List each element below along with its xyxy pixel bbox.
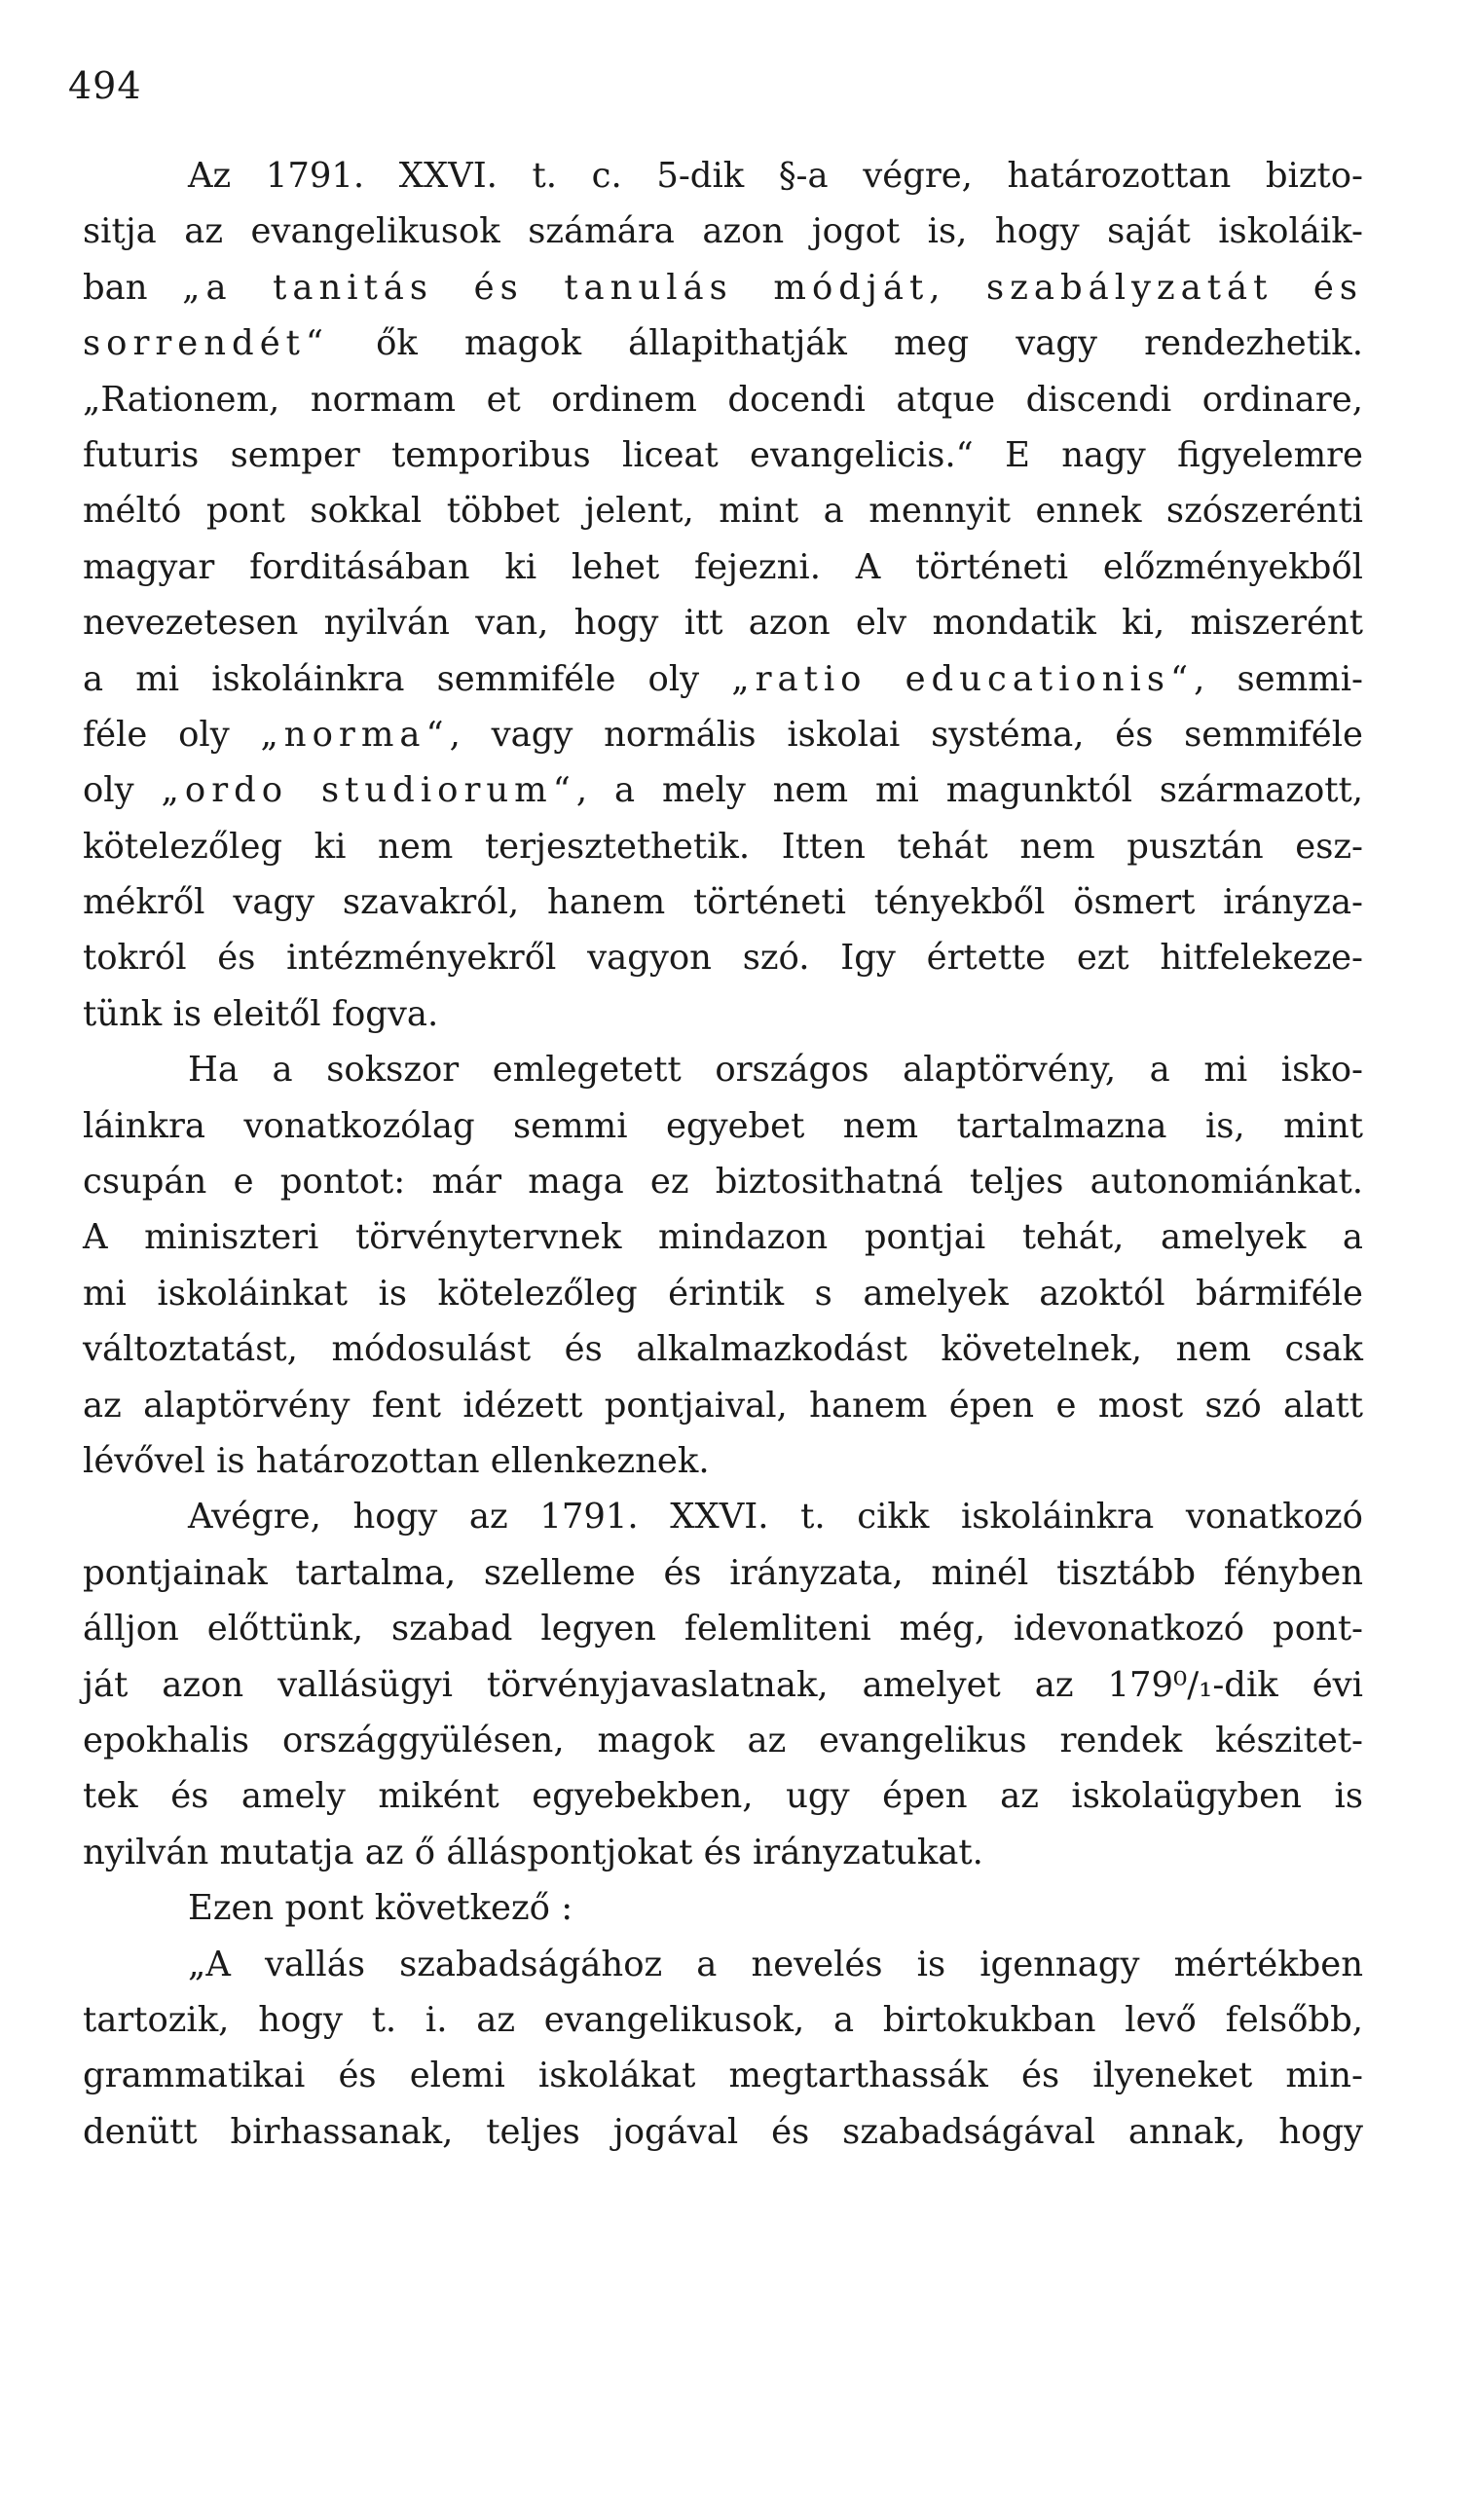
text-line: lévővel is határozottan ellenkeznek. <box>83 1440 710 1481</box>
page-number: 494 <box>68 64 142 107</box>
text-line: Az 1791. XXVI. t. c. 5-dik §-a végre, határozottan bizto- <box>188 156 1363 196</box>
text-line: tartozik, hogy t. i. az evangelikusok, a birtokukban levő felsőbb, <box>83 1999 1363 2040</box>
text-line: kötelezőleg ki nem terjesztethetik. Itten tehát nem pusztán esz- <box>83 826 1363 867</box>
text-line: „A vallás szabadságához a nevelés is igennagy mértékben <box>188 1944 1363 1984</box>
text-line: ját azon vallásügyi törvényjavaslatnak, amelyet az 179⁰/₁-dik évi <box>83 1664 1363 1705</box>
text-line: mi iskoláinkat is kötelezőleg érintik s amelyek azoktól bármiféle <box>83 1273 1363 1314</box>
body-text <box>83 148 1363 2160</box>
text-line: nevezetesen nyilván van, hogy itt azon elv mondatik ki, miszerént <box>83 603 1363 644</box>
text-line: tünk is eleitől fogva. <box>83 993 439 1034</box>
text-line: mékről vagy szavakról, hanem történeti tényekből ösmert irányza- <box>83 882 1363 923</box>
text-line: álljon előttünk, szabad legyen felemliteni még, idevonatkozó pont- <box>83 1609 1363 1649</box>
text-line: sorrendét“ ők magok állapithatják meg vagy rendezhetik. <box>83 323 1363 364</box>
text-line: sitja az evangelikusok számára azon jogot is, hogy saját iskoláik- <box>83 211 1363 252</box>
text-line: Ezen pont következő : <box>188 1888 573 1929</box>
text-line: tek és amely miként egyebekben, ugy épen az iskolaügyben is <box>83 1776 1363 1817</box>
text-line: változtatást, módosulást és alkalmazkodást követelnek, nem csak <box>83 1329 1363 1370</box>
text-line: méltó pont sokkal többet jelent, mint a mennyit ennek szószerénti <box>83 491 1363 532</box>
text-line: epokhalis országgyülésen, magok az evangelikus rendek készitet- <box>83 1720 1363 1760</box>
text-line: Ha a sokszor emlegetett országos alaptörvény, a mi isko- <box>188 1050 1363 1091</box>
text-line: oly „ordo studiorum“, a mely nem mi magunktól származott, <box>83 770 1363 811</box>
text-line: grammatikai és elemi iskolákat megtarthassák és ilyeneket min- <box>83 2056 1363 2096</box>
text-line: nyilván mutatja az ő álláspontjokat és irányzatukat. <box>83 1832 983 1872</box>
text-line: ban „a tanitás és tanulás módját, szabályzatát és <box>83 267 1363 308</box>
text-line: pontjainak tartalma, szelleme és irányzata, minél tisztább fényben <box>83 1552 1363 1593</box>
text-line: tokról és intézményekről vagyon szó. Igy értette ezt hitfelekeze- <box>83 938 1363 979</box>
text-line: „Rationem, normam et ordinem docendi atque discendi ordinare, <box>83 379 1363 420</box>
text-line: az alaptörvény fent idézett pontjaival, hanem épen e most szó alatt <box>83 1385 1363 1426</box>
text-line: denütt birhassanak, teljes jogával és szabadságával annak, hogy <box>83 2111 1363 2152</box>
text-line: Avégre, hogy az 1791. XXVI. t. cikk iskoláinkra vonatkozó <box>188 1497 1363 1538</box>
text-line: csupán e pontot: már maga ez biztosithatná teljes autonomiánkat. <box>83 1162 1363 1203</box>
text-line: A miniszteri törvénytervnek mindazon pontjai tehát, amelyek a <box>83 1217 1363 1258</box>
text-line: féle oly „norma“, vagy normális iskolai systéma, és semmiféle <box>83 714 1363 755</box>
text-line: magyar forditásában ki lehet fejezni. A történeti előzményekből <box>83 546 1363 587</box>
text-line: futuris semper temporibus liceat evangelicis.“ E nagy figyelemre <box>83 434 1363 475</box>
text-line: láinkra vonatkozólag semmi egyebet nem tartalmazna is, mint <box>83 1105 1363 1146</box>
text-line: a mi iskoláinkra semmiféle oly „ratio educationis“, semmi- <box>83 658 1364 699</box>
